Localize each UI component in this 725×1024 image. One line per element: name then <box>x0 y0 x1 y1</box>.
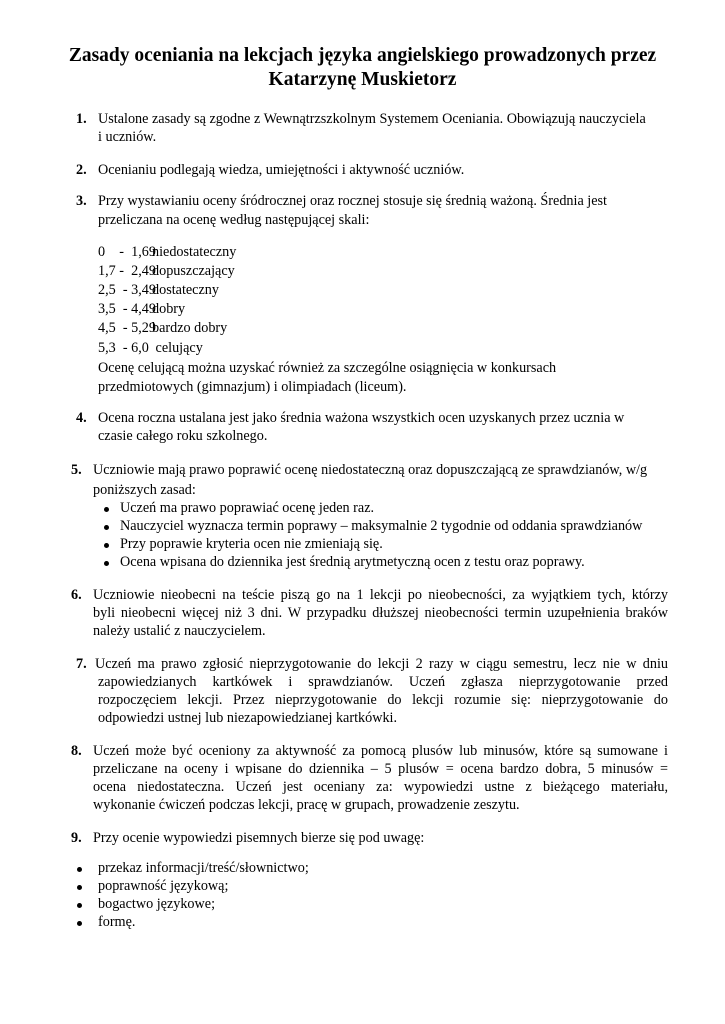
criterion-item: bogactwo językowe; <box>98 896 216 912</box>
item-text: czasie całego roku szkolnego. <box>98 428 268 444</box>
item-text: Ocena roczna ustalana jest jako średnia ważona wszystkich ocen uzyskanych przez ucznia w <box>98 410 625 426</box>
scale-range: 0 - 1,69 <box>98 244 156 260</box>
title-line-1: Zasady oceniania na lekcjach języka angielskiego prowadzonych przez <box>68 45 657 66</box>
item-number: 9. <box>71 830 82 846</box>
item-number: 2. <box>76 162 87 178</box>
item-text: Przy ocenie wypowiedzi pisemnych bierze się pod uwagę: <box>93 830 425 846</box>
item-text: Uczeń ma prawo zgłosić nieprzygotowanie do lekcji 2 razy w ciągu semestru, lecz nie w dniu <box>95 656 668 672</box>
item-text: i uczniów. <box>98 129 157 145</box>
page-title <box>40 44 685 92</box>
item-text: odpowiedzi ustnej lub niezapowiedzianej kartkówki. <box>98 710 398 726</box>
scale-row <box>98 281 219 300</box>
scale-range: 2,5 - 3,49 <box>98 282 156 298</box>
scale-grade: celujący <box>152 340 203 356</box>
scale-grade: dopuszczający <box>152 263 235 279</box>
scale-grade: dostateczny <box>152 282 219 298</box>
bullet-icon <box>77 903 82 908</box>
item-text: Uczniowie nieobecni na teście piszą go na 1 lekcji po nieobecności, za wyjątkiem tych, którzy <box>93 587 668 603</box>
item-text: ocena niedostateczna. Uczeń jest oceniany za: wypowiedzi ustne z bieżącego materiału, <box>93 779 668 795</box>
bullet-icon <box>104 543 109 548</box>
bullet-icon <box>77 921 82 926</box>
item-text: Ustalone zasady są zgodne z Wewnątrzszkolnym Systemem Oceniania. Obowiązują nauczyciela <box>98 111 646 127</box>
scale-range: 4,5 - 5,29 <box>98 320 156 336</box>
item-number: 1. <box>76 111 87 127</box>
scale-range: 3,5 - 4,49 <box>98 301 156 317</box>
item-number: 3. <box>76 193 87 209</box>
title-line-2: Katarzynę Muskietorz <box>268 69 457 90</box>
item-text: przeliczane na oceny i wpisane do dziennika – 5 plusów = ocena bardzo dobra, 5 minusów = <box>93 761 668 777</box>
item-text: Przy wystawianiu oceny śródrocznej oraz rocznej stosuje się średnią ważoną. Średnia jest <box>98 193 607 209</box>
scale-row <box>98 339 203 358</box>
item-text: należy ustalić z nauczycielem. <box>93 623 266 639</box>
scale-note: Ocenę celującą można uzyskać również za szczególne osiągnięcia w konkursach <box>98 360 557 376</box>
scale-grade: dobry <box>152 301 186 317</box>
item-number: 5. <box>71 462 82 478</box>
scale-grade: niedostateczny <box>152 244 237 260</box>
item-text: zapowiedzianych kartkówek i sprawdzianów. Uczeń zgłasza nieprzygotowanie przed <box>98 674 668 690</box>
scale-grade: bardzo dobry <box>152 320 228 336</box>
correction-rule: Nauczyciel wyznacza termin poprawy – maksymalnie 2 tygodnie od oddania sprawdzianów <box>120 518 643 534</box>
scale-range: 5,3 - 6,0 <box>98 340 149 356</box>
item-text: Uczniowie mają prawo poprawić ocenę niedostateczną oraz dopuszczającą ze sprawdzianów, w/g <box>93 462 648 478</box>
correction-rule: Ocena wpisana do dziennika jest średnią arytmetyczną ocen z testu oraz poprawy. <box>120 554 585 570</box>
scale-note: przedmiotowych (gimnazjum) i olimpiadach (liceum). <box>98 379 407 395</box>
item-text: byli nieobecni więcej niż 3 dni. W przypadku dłuższej nieobecności termin uzupełnienia braków <box>93 605 668 621</box>
item-number: 6. <box>71 587 82 603</box>
item-number: 8. <box>71 743 82 759</box>
bullet-icon <box>104 561 109 566</box>
bullet-icon <box>77 867 82 872</box>
correction-rule: Przy poprawie kryteria ocen nie zmieniają się. <box>120 536 383 552</box>
bullet-icon <box>104 507 109 512</box>
scale-row <box>98 319 227 338</box>
correction-rule: Uczeń ma prawo poprawiać ocenę jeden raz. <box>120 500 375 516</box>
item-text: przeliczana na ocenę według następującej skali: <box>98 212 370 228</box>
criterion-item: poprawność językową; <box>98 878 229 894</box>
bullet-icon <box>77 885 82 890</box>
item-text: Ocenianiu podlegają wiedza, umiejętności i aktywność uczniów. <box>98 162 465 178</box>
item-text: rozpoczęciem lekcji. Przez nieprzygotowanie do lekcji rozumie się: nieprzygotowanie do <box>98 692 668 708</box>
criterion-item: formę. <box>98 914 136 930</box>
scale-row <box>98 262 235 281</box>
scale-range: 1,7 - 2,49 <box>98 263 156 279</box>
item-text: Uczeń może być oceniony za aktywność za pomocą plusów lub minusów, które są sumowane i <box>93 743 668 759</box>
item-number: 7. <box>76 656 87 672</box>
scale-row <box>98 243 236 262</box>
item-text: wykonanie ćwiczeń podczas lekcji, pracę w grupach, prowadzenie zeszytu. <box>93 797 520 813</box>
scale-row <box>98 300 185 319</box>
item-number: 4. <box>76 410 87 426</box>
criterion-item: przekaz informacji/treść/słownictwo; <box>98 860 309 876</box>
item-text: poniższych zasad: <box>93 482 196 498</box>
bullet-icon <box>104 525 109 530</box>
